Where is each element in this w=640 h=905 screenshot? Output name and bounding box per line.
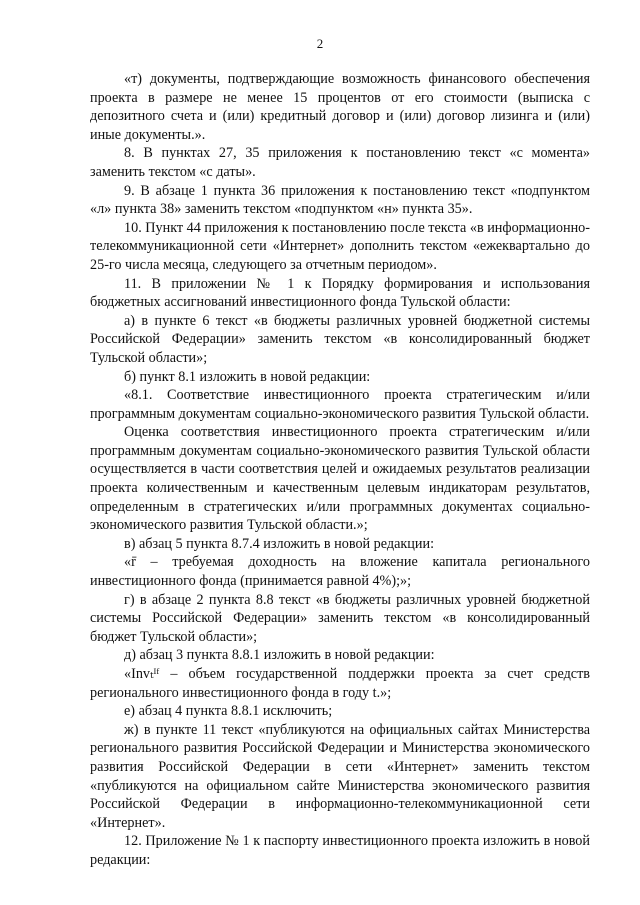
paragraph-quote-inv: «Invₜᴵᶠ – объем государственной поддержки проекта за счет средств регионального инвестиционного фонда в году t.»; (90, 666, 590, 701)
paragraph-item-10: 10. Пункт 44 приложения к постановлению после текста «в информационно-телекоммуникационной сети «Интернет» дополнить текстом «ежеквартально до 25-го числа месяца, следующего за отчетным периодом». (90, 219, 590, 273)
paragraph-item-8: 8. В пунктах 27, 35 приложения к постановлению текст «с момента» заменить текстом «с даты». (90, 145, 590, 180)
paragraph-subitem-g: г) в абзаце 2 пункта 8.8 текст «в бюджеты различных уровней бюджетной системы Российской Федерации» заменить текстом «в консолидированный бюджет Тульской области»; (90, 591, 590, 645)
page-number: 2 (316, 36, 324, 51)
paragraph-clause-t: «т) документы, подтверждающие возможность финансового обеспечения проекта в размере не менее 15 процентов от его стоимости (выписка с депозитного счета и (или) кредитный договор и (или) договор лизинга и (или) иные документы.». (90, 71, 590, 143)
paragraph-subitem-a: а) в пункте 6 текст «в бюджеты различных уровней бюджетной системы Российской Федерации» заменить текстом «в консолидированный бюджет Тульской области»; (90, 312, 590, 366)
paragraph-item-12: 12. Приложение № 1 к паспорту инвестиционного проекта изложить в новой редакции: (90, 833, 590, 868)
paragraph-quote-r: «r̄ – требуемая доходность на вложение капитала регионального инвестиционного фонда (принимается равной 4%);»; (90, 554, 590, 590)
paragraph-item-11: 11. В приложении № 1 к Порядку формирования и использования бюджетных ассигнований инвестиционного фонда Тульской области: (90, 275, 590, 311)
paragraph-item-9: 9. В абзаце 1 пункта 36 приложения к постановлению текст «подпунктом «л» пункта 38» заменить текстом «подпунктом «н» пункта 35». (90, 182, 590, 218)
document-body (90, 70, 590, 870)
paragraph-quote-assessment: Оценка соответствия инвестиционного проекта стратегическим и/или программным документам социально-экономического развития Тульской области осуществляется в части соответствия целей и ожидаемых результатов реализации проекта количественным и качественным целевым индикаторам результатов, определенным в стратегических и/или программных документах социально-экономического развития Тульской области.»; (90, 424, 590, 534)
paragraph-subitem-b: б) пункт 8.1 изложить в новой редакции: (124, 368, 371, 385)
paragraph-quote-8-1: «8.1. Соответствие инвестиционного проекта стратегическим и/или программным документам социально-экономического развития Тульской области. (90, 387, 590, 422)
paragraph-subitem-e: е) абзац 4 пункта 8.8.1 исключить; (124, 703, 333, 720)
paragraph-subitem-v: в) абзац 5 пункта 8.7.4 изложить в новой редакции: (124, 535, 435, 552)
paragraph-subitem-zh: ж) в пункте 11 текст «публикуются на официальных сайтах Министерства регионального развития Российской Федерации и Министерства экономического развития Российской Федерации в сети «Интернет» заменить текстом «публикуются на официальном сайте Министерства экономического развития Российской Федерации в информационно-телекоммуникационной сети «Интернет». (90, 721, 590, 831)
paragraph-subitem-d: д) абзац 3 пункта 8.8.1 изложить в новой редакции: (124, 647, 435, 664)
